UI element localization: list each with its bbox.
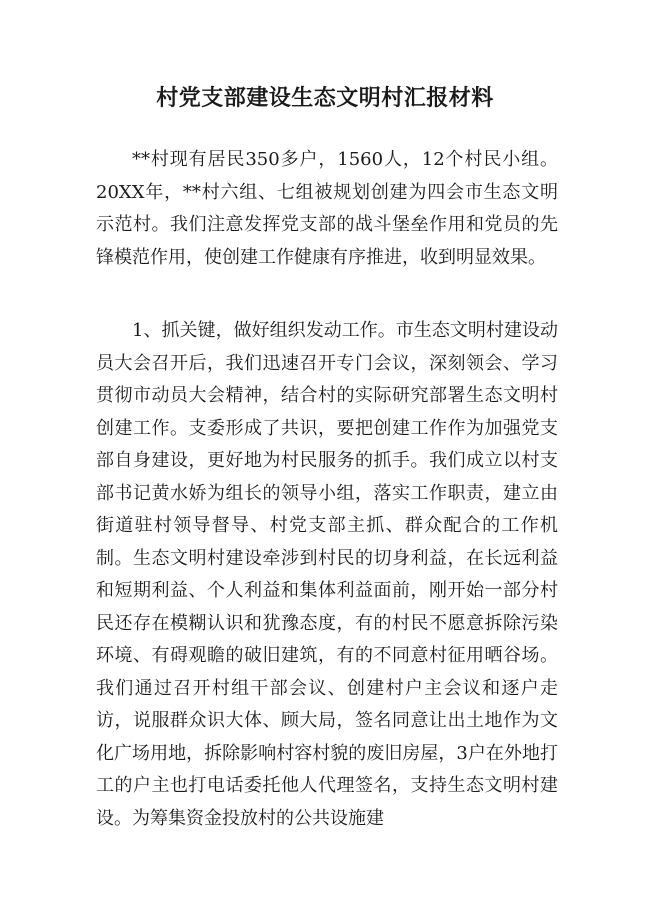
document-title: 村党支部建设生态文明村汇报材料 — [156, 86, 494, 111]
section-1-paragraph: 1、抓关键，做好组织发动工作。市生态文明村建设动员大会召开后，我们迅速召开专门会议，深刻领会、学习贯彻市动员大会精神，结合村的实际研究部署生态文明村创建工作。支委形成了共识，要把创建工作作为加强党支部自身建设，更好地为村民服务的抓手。我们成立以村支部书记黄水娇为组长的领导小组，落实工作职责，建立由街道驻村领导督导、村党支部主抓、群众配合的工作机制。生态文明村建设牵涉到村民的切身利益，在长远利益和短期利益、个人利益和集体利益面前，刚开始一部分村民还存在模糊认识和犹豫态度，有的村民不愿意拆除污染环境、有碍观瞻的破旧建筑，有的不同意村征用晒谷场。我们通过召开村组干部会议、创建村户主会议和逐户走访，说服群众识大体、顾大局，签名同意让出土地作为文化广场用地，拆除影响村容村貌的废旧房屋，3户在外地打工的户主也打电话委托他人代理签名，支持生态文明村建设。为筹集资金投放村的公共设施建 — [96, 320, 558, 829]
intro-paragraph: **村现有居民350多户，1560人，12个村民小组。20XX年，**村六组、七组被规划创建为四会市生态文明示范村。我们注意发挥党支部的战斗堡垒作用和党员的先锋模范作用，使创建工作健康有序推进，收到明显效果。 — [96, 149, 558, 268]
